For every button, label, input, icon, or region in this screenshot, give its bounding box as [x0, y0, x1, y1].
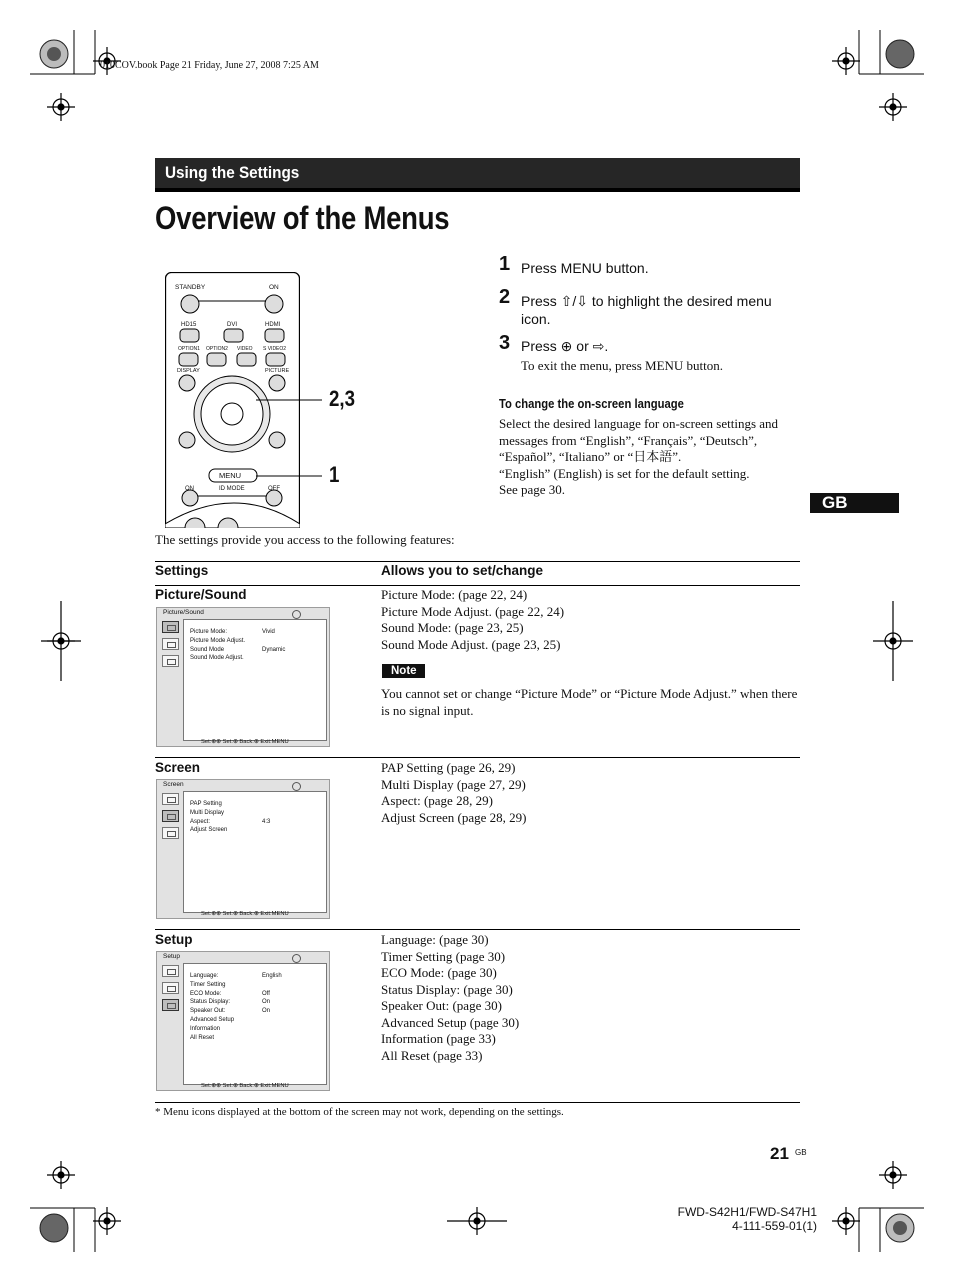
feature-item: Picture Mode: (page 22, 24) [381, 587, 528, 602]
setup-tab-icon [162, 655, 179, 667]
step-1-text: Press MENU button. [521, 260, 649, 276]
remote-svideo-label: S VIDEO2 [263, 346, 287, 352]
remote-standby-label: STANDBY [175, 284, 206, 291]
table-rule-top [155, 561, 800, 562]
remote-menu-button: MENU [219, 471, 242, 480]
note-text: You cannot set or change “Picture Mode” or “Picture Mode Adjust.” when there is no signal input. [381, 686, 798, 718]
footnote: * Menu icons displayed at the bottom of the screen may not work, depending on the settings. [155, 1106, 564, 1118]
table-header-allows: Allows you to set/change [381, 563, 544, 578]
step-1-number: 1 [499, 253, 511, 275]
language-line: “Español”, “Italiano” or “日本語”. [499, 449, 682, 464]
remote-hdmi-label: HDMI [265, 322, 281, 328]
callout-1: 1 [329, 462, 340, 487]
menu-value: Vivid [262, 629, 275, 635]
menu-value [262, 800, 270, 809]
feature-item: Information (page 33) [381, 1031, 496, 1046]
screen-title: Setup [163, 953, 180, 960]
menu-value: English [262, 973, 282, 979]
feature-item: Multi Display (page 27, 29) [381, 776, 526, 792]
feature-item: Status Display: (page 30) [381, 981, 513, 997]
screen-menu-items [190, 628, 245, 663]
menu-item: PAP Setting [190, 801, 222, 807]
table-rule-header [155, 585, 800, 586]
screen-title: Picture/Sound [163, 609, 204, 616]
gb-tab-label: GB [822, 493, 848, 512]
table-rule-bottom [155, 1102, 800, 1103]
page-number: 21 [770, 1144, 789, 1163]
remote-on2-label: ON [185, 486, 194, 492]
menu-value: Off [262, 990, 270, 997]
step-2-text: Press ⇧/⇩ to highlight the desired menu icon. [521, 293, 772, 327]
language-text [499, 416, 804, 499]
feature-item: Timer Setting (page 30) [381, 948, 506, 964]
remote-off-label: OFF [268, 486, 280, 492]
menu-value [262, 809, 270, 818]
feature-item: PAP Setting (page 26, 29) [381, 760, 516, 775]
screen-panel [183, 963, 327, 1085]
setup-tab-icon [162, 827, 179, 839]
step-3-subtext: To exit the menu, press MENU button. [521, 358, 724, 373]
screen-panel [183, 791, 327, 913]
gb-tab [810, 493, 899, 513]
screen-tab-icon [162, 810, 179, 822]
screen-menu-values [262, 972, 282, 1016]
model-line-1: FWD-S42H1/FWD-S47H1 [677, 1205, 817, 1219]
language-line: messages from “English”, “Français”, “Deutsch”, [499, 432, 758, 448]
menu-item: Adjust Screen [190, 827, 228, 834]
screen-panel [183, 619, 327, 741]
remote-option1-label: OPTION1 [178, 346, 200, 352]
page-suffix: GB [795, 1148, 807, 1157]
language-line: “English” (English) is set for the default setting. [499, 465, 750, 481]
setup-features [381, 932, 801, 1064]
model-info [630, 1205, 817, 1233]
page-title: Overview of the Menus [155, 200, 450, 236]
menu-item: Sound Mode Adjust. [190, 655, 244, 662]
menu-value: On [262, 1008, 271, 1015]
menu-item: Advanced Setup [190, 1016, 235, 1023]
menu-item: Picture Mode: [190, 629, 228, 635]
screen-footer: Set:⊕⊕ Set:⊕ Back:⊕ Exit:MENU [201, 1083, 289, 1089]
screen-features [381, 760, 801, 826]
screen-settings-screen [156, 779, 330, 919]
screen-footer: Set:⊕⊕ Set:⊕ Back:⊕ Exit:MENU [201, 739, 289, 745]
menu-item: Picture Mode Adjust. [190, 637, 246, 644]
picture-sound-screen [156, 607, 330, 747]
language-heading: To change the on-screen language [499, 397, 684, 411]
feature-item: Picture Mode Adjust. (page 22, 24) [381, 603, 565, 619]
screen-menu-items [190, 972, 234, 1042]
feature-item: ECO Mode: (page 30) [381, 965, 497, 980]
section-bar-title: Using the Settings [165, 163, 300, 182]
feature-item: Language: (page 30) [381, 932, 489, 947]
step-3-number: 3 [499, 332, 511, 354]
exit-icon [292, 954, 301, 963]
remote-hd15-label: HD15 [181, 322, 197, 328]
feature-item: Sound Mode: (page 23, 25) [381, 620, 524, 635]
table-header-settings: Settings [155, 563, 209, 578]
menu-item: Sound Mode [190, 646, 225, 653]
screen-menu-items [190, 800, 227, 835]
menu-item: All Reset [190, 1034, 215, 1041]
menu-item: Aspect: [190, 818, 211, 825]
section-bar [155, 158, 800, 192]
intro-text: The settings provide you access to the following features: [155, 532, 455, 547]
table-rule-row2 [155, 929, 800, 930]
remote-illustration [165, 272, 300, 528]
screen-menu-values [262, 800, 270, 826]
screen-menu-values [262, 628, 285, 654]
step-2-number: 2 [499, 286, 511, 308]
menu-value: 4:3 [262, 818, 271, 825]
feature-item: Speaker Out: (page 30) [381, 998, 502, 1013]
menu-value [262, 981, 282, 990]
picture-sound-tab-icon [162, 965, 179, 977]
exit-icon [292, 782, 301, 791]
note-label: Note [382, 664, 425, 678]
setup-tab-icon [162, 999, 179, 1011]
menu-item: Speaker Out: [190, 1008, 226, 1015]
picture-sound-tab-icon [162, 793, 179, 805]
remote-id-mode-label: ID MODE [219, 486, 245, 492]
menu-value [262, 637, 285, 646]
remote-dvi-label: DVI [227, 322, 238, 328]
menu-item: Information [190, 1025, 221, 1032]
language-line: See page 30. [499, 482, 566, 497]
menu-item: Status Display: [190, 999, 231, 1006]
feature-item: Sound Mode Adjust. (page 23, 25) [381, 636, 561, 652]
exit-icon [292, 610, 301, 619]
menu-value: Dynamic [262, 646, 286, 653]
setup-screen [156, 951, 330, 1091]
picture-sound-features [381, 587, 801, 653]
row-title-setup: Setup [155, 932, 193, 947]
screen-tab-icon [162, 638, 179, 650]
row-title-picture-sound: Picture/Sound [155, 587, 247, 602]
menu-item: Multi Display [190, 809, 225, 816]
callout-2-3: 2,3 [329, 386, 356, 411]
feature-item: Advanced Setup (page 30) [381, 1014, 520, 1030]
picture-sound-tab-icon [162, 621, 179, 633]
menu-value: On [262, 999, 271, 1006]
step-3-text: Press ⊕ or ⇨. [521, 338, 609, 354]
screen-title: Screen [163, 781, 184, 788]
language-line: Select the desired language for on-screen settings and [499, 416, 779, 431]
remote-picture-label: PICTURE [265, 368, 290, 374]
feature-item: All Reset (page 33) [381, 1047, 483, 1063]
remote-video-label: VIDEO [237, 346, 253, 352]
model-line-2: 4-111-559-01(1) [732, 1219, 817, 1233]
row-title-screen: Screen [155, 760, 201, 775]
menu-item: ECO Mode: [190, 990, 222, 997]
file-info-line: 010COV.book Page 21 Friday, June 27, 2008 7:25 AM [100, 60, 319, 71]
menu-item: Language: [190, 973, 219, 979]
menu-item: Timer Setting [190, 981, 226, 988]
remote-display-label: DISPLAY [177, 368, 200, 374]
screen-tab-icon [162, 982, 179, 994]
table-rule-row1 [155, 757, 800, 758]
remote-on-label: ON [269, 284, 279, 291]
feature-item: Adjust Screen (page 28, 29) [381, 809, 527, 825]
feature-item: Aspect: (page 28, 29) [381, 793, 493, 808]
screen-footer: Set:⊕⊕ Set:⊕ Back:⊕ Exit:MENU [201, 911, 289, 917]
remote-option2-label: OPTION2 [206, 346, 228, 352]
